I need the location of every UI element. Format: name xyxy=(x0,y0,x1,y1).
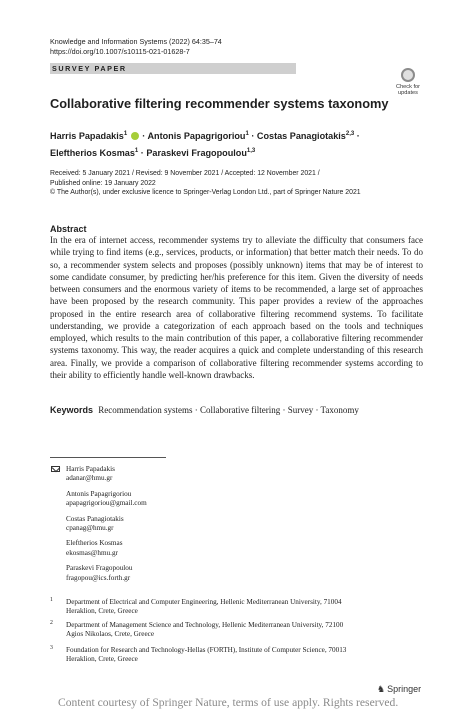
keywords-label: Keywords xyxy=(50,405,94,415)
contact-email[interactable]: fragopou@ics.forth.gr xyxy=(66,573,131,582)
author-name[interactable]: Harris Papadakis xyxy=(50,131,124,142)
affiliation-line: Department of Electrical and Computer Engineering, Hellenic Mediterranean University, 71004 xyxy=(66,598,342,606)
contact-entry xyxy=(66,515,147,534)
check-for-updates-badge[interactable] xyxy=(391,68,425,100)
affiliation-line: Heraklion, Crete, Greece xyxy=(66,607,138,616)
abstract-text: In the era of internet access, recommender systems try to alleviate the difficulty that consumers face while trying to find items (e.g., services, products, or information) that better match their needs. To do so, a recommender system selects and proposes (possibly unknown) items that may be of interest to some candidate consumer, by predicting her/his preference for this item. Given the diversity of needs between consumers and the enormous variety of items to be recommended, a large set of approaches have been proposed by the research community. This paper provides a review of the approaches proposed in the entire research area of collaborative filtering recommend systems. To facilitate understanding, we provide a categorization of each approach based on the tools and techniques employed, which results to the main contribution of this paper, a collaborative filtering recommender systems taxonomy. This way, the reader acquires a quick and complete understanding of this research area. Finally, we provide a comparison of collaborative filtering recommender systems according to their ability to efficiently handle well-known drawbacks. xyxy=(50,235,423,380)
courtesy-watermark: Content courtesy of Springer Nature, terms of use apply. Rights reserved. xyxy=(58,696,399,709)
paper-title: Collaborative filtering recommender systems taxonomy xyxy=(50,96,389,111)
doi-link[interactable]: https://doi.org/10.1007/s10115-021-01628-7 xyxy=(50,47,190,56)
publication-dates xyxy=(50,169,361,198)
badge-line-1: Check for xyxy=(396,84,420,90)
keywords-line xyxy=(50,405,359,415)
contact-email[interactable]: cpanag@hmu.gr xyxy=(66,524,114,533)
affiliation-line: Heraklion, Crete, Greece xyxy=(66,655,138,664)
contact-name: Harris Papadakis xyxy=(66,465,115,473)
contact-entry xyxy=(66,490,147,509)
orcid-icon[interactable] xyxy=(131,132,139,140)
contact-name: Costas Panagiotakis xyxy=(66,514,124,523)
affiliation-number: 1 xyxy=(50,597,53,603)
envelope-icon xyxy=(51,466,60,472)
author-list xyxy=(50,127,440,161)
springer-horse-icon: ♞ xyxy=(377,684,386,694)
author-name[interactable]: Antonis Papagrigoriou xyxy=(147,131,246,142)
contact-name: Eleftherios Kosmas xyxy=(66,539,123,548)
contact-name: Paraskevi Fragopoulou xyxy=(66,564,133,573)
published-line: Published online: 19 January 2022 xyxy=(50,179,156,187)
contact-name: Antonis Papagrigoriou xyxy=(66,489,132,498)
author-separator: · xyxy=(140,148,144,159)
copyright-line: © The Author(s), under exclusive licence to Springer-Verlag London Ltd., part of Springer Nature 2021 xyxy=(50,189,361,197)
publisher-logo xyxy=(377,684,421,695)
corresponding-contacts xyxy=(66,465,147,589)
footnote-divider xyxy=(50,457,166,458)
abstract-heading: Abstract xyxy=(50,224,87,234)
affiliation-number: 2 xyxy=(50,620,53,626)
author-name[interactable]: Costas Panagiotakis xyxy=(256,131,346,142)
badge-line-2: updates xyxy=(398,90,418,97)
update-check-icon xyxy=(401,68,415,82)
affiliation-line: Foundation for Research and Technology-Hellas (FORTH), Institute of Computer Science, 70013 xyxy=(66,646,347,654)
journal-header xyxy=(50,37,222,57)
contact-email[interactable]: ekosmas@hmu.gr xyxy=(66,548,118,557)
author-affiliation-ref: 1 xyxy=(123,131,128,137)
contact-entry xyxy=(66,564,147,583)
contact-entry xyxy=(66,539,147,558)
affiliation-line: Department of Management Science and Technology, Hellenic Mediterranean University, 72100 xyxy=(66,621,344,629)
author-name[interactable]: Paraskevi Fragopoulou xyxy=(146,148,247,159)
author-affiliation-ref: 1,3 xyxy=(246,148,256,155)
author-separator: · xyxy=(251,131,255,142)
author-affiliation-ref: 1 xyxy=(245,131,249,137)
author-affiliation-ref: 2,3 xyxy=(345,131,355,137)
contact-email[interactable]: apapagrigoriou@gmail.com xyxy=(66,499,147,508)
contact-entry xyxy=(66,465,147,484)
affiliation-line: Agios Nikolaos, Crete, Greece xyxy=(66,630,155,639)
journal-name: Knowledge and Information Systems (2022) 64:35–74 xyxy=(50,37,222,46)
article-type-label: SURVEY PAPER xyxy=(52,64,127,73)
contact-email[interactable]: adanar@hmu.gr xyxy=(66,474,113,483)
author-name[interactable]: Eleftherios Kosmas xyxy=(50,148,135,159)
author-separator: · xyxy=(356,131,360,142)
history-line: Received: 5 January 2021 / Revised: 9 November 2021 / Accepted: 12 November 2021 / xyxy=(50,170,320,177)
author-affiliation-ref: 1 xyxy=(134,148,139,155)
author-separator: · xyxy=(142,131,146,142)
publisher-name: Springer xyxy=(387,684,422,694)
affiliation-number: 3 xyxy=(50,645,53,651)
keywords-text: Recommendation systems · Collaborative filtering · Survey · Taxonomy xyxy=(98,405,359,415)
